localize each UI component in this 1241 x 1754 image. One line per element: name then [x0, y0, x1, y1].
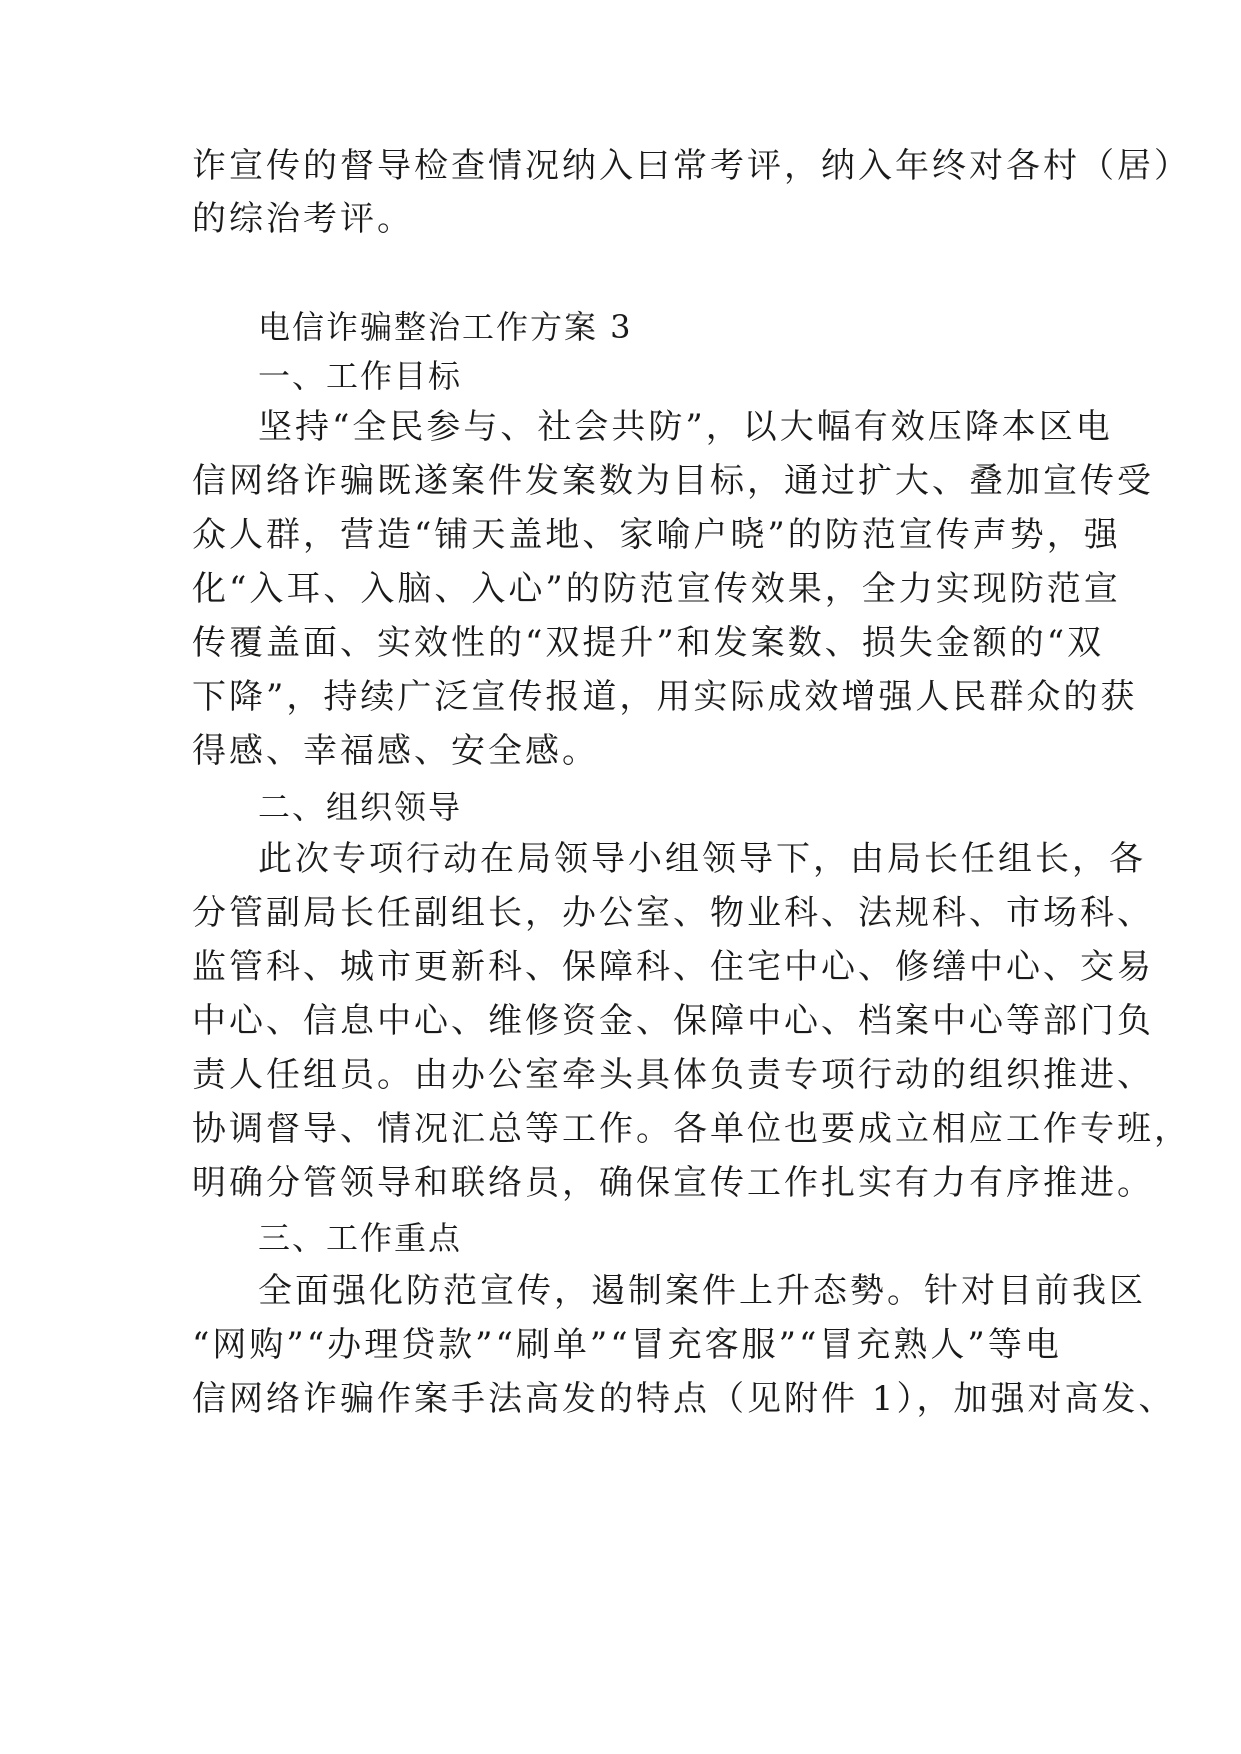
paragraph-line: 中心、信息中心、维修资金、保障中心、档案中心等部门负	[192, 1001, 1154, 1041]
paragraph-line: 明确分管领导和联络员，确保宣传工作扎实有力有序推进。	[192, 1163, 1154, 1203]
section-heading: 一、工作目标	[258, 357, 463, 395]
paragraph-line: 全面强化防范宣传，遏制案件上升态勢。针对目前我区	[258, 1271, 1146, 1311]
paragraph-line: 众人群，营造“铺天盖地、家喻户晓”的防范宣传声势，强	[192, 515, 1121, 555]
paragraph-line: 信网络诈骗既遂案件发案数为目标，通过扩大、叠加宣传受	[192, 461, 1154, 501]
paragraph-line: 诈宣传的督导检查情况纳入曰常考评，纳入年终对各村（居）	[192, 146, 1191, 186]
section-heading: 二、组织领导	[258, 788, 463, 826]
paragraph-line: 协调督导、情况汇总等工作。各单位也要成立相应工作专班，	[192, 1109, 1191, 1149]
paragraph-line: 下降”，持续广泛宣传报道，用实际成效增强人民群众的获	[192, 677, 1138, 717]
paragraph-line: 得感、幸福感、安全感。	[192, 731, 599, 771]
paragraph-line: 责人任组员。由办公室牵头具体负责专项行动的组织推进、	[192, 1055, 1154, 1095]
paragraph-line: 分管副局长任副组长，办公室、物业科、法规科、市场科、	[192, 893, 1154, 933]
paragraph-line: 传覆盖面、实效性的“双提升”和发案数、损失金额的“双	[192, 623, 1105, 663]
paragraph-line: 坚持“全民参与、社会共防”，以大幅有效压降本区电	[258, 407, 1113, 447]
section-title: 电信诈骗整治工作方案 3	[258, 308, 633, 346]
paragraph-line: 化“入耳、入脑、入心”的防范宣传效果，全力实现防范宣	[192, 569, 1121, 609]
paragraph-line: 的综治考评。	[192, 199, 414, 239]
paragraph-line: 此次专项行动在局领导小组领导下，由局长任组长，各	[258, 839, 1146, 879]
section-heading: 三、工作重点	[258, 1219, 463, 1257]
paragraph-line: 监管科、城市更新科、保障科、住宅中心、修缮中心、交易	[192, 947, 1154, 987]
paragraph-line: “网购”“办理贷款”“刷单”“冒充客服”“冒充熟人”等电	[192, 1325, 1062, 1365]
paragraph-line: 信网络诈骗作案手法高发的特点（见附件 1），加强对高发、	[192, 1379, 1176, 1419]
